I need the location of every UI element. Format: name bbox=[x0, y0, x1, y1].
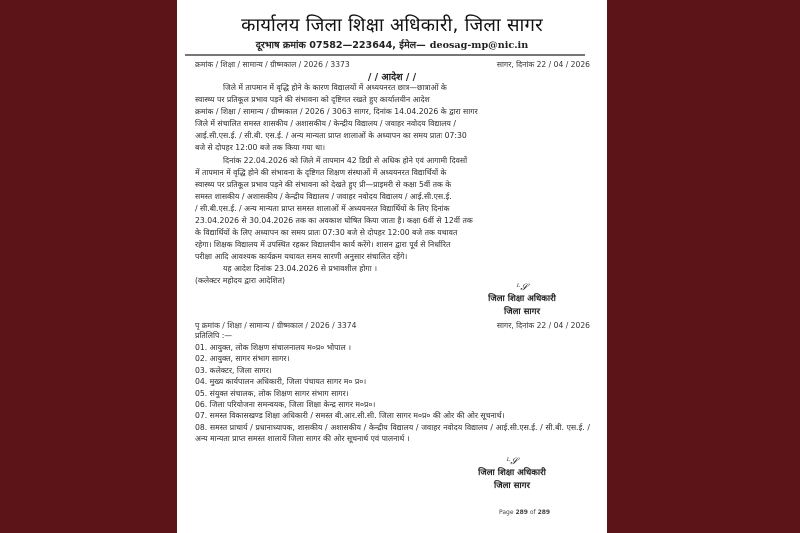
reference-line bbox=[195, 60, 590, 70]
paragraph-line: बजे से दोपहर 12:00 बजे तक किया गया था। bbox=[195, 143, 325, 152]
paragraph-line: रहेगा। शिक्षक विद्यालय में उपस्थित रहकर विद्यालयीन कार्य करेंगे। शासन द्वारा पूर्व से निर्धारित bbox=[195, 240, 451, 249]
page-current: 289 bbox=[515, 509, 528, 516]
signature-mark: ᴸ𝓢 bbox=[516, 283, 528, 293]
paragraph-line: आई.सी.एस.ई. / सी.बी. एस.ई. / अन्य मान्यता प्राप्त शालाओं के अध्यापन का समय प्रातः 07:30 bbox=[195, 131, 467, 140]
email-address: deosag-mp@nic.in bbox=[429, 40, 529, 51]
paragraph-line: जिले में तापमान में वृद्धि होने के कारण विद्यालयों में अध्ययनरत छात्र—छात्राओं के bbox=[223, 83, 447, 92]
authority-line: (कलेक्टर महोदय द्वारा आदेशित) bbox=[195, 276, 285, 285]
list-item: 05. संयुक्त संचालक, लोक शिक्षण सागर संभाग सागर। bbox=[195, 388, 349, 398]
office-contact bbox=[177, 38, 607, 51]
reference-number: क्रमांक / शिक्षा / सामान्य / ग्रीष्मकाल / 2026 / 3373 bbox=[195, 60, 350, 69]
signatory-designation: जिला शिक्षा अधिकारी bbox=[488, 294, 556, 304]
order-title: / / आदेश / / bbox=[367, 72, 417, 83]
page-total: 289 bbox=[537, 509, 551, 516]
page-number bbox=[499, 509, 550, 516]
paragraph-line: समस्त शासकीय / अशासकीय / केन्द्रीय विद्यालय / जवाहर नवोदय विद्यालय / आई.सी.एस.ई. bbox=[195, 192, 452, 201]
paragraph-line: स्वास्थ्य पर प्रतिकूल प्रभाव पड़ने की संभावना को देखते हुए प्री—प्राइमरी से कक्षा 5वीं तक के bbox=[195, 180, 452, 189]
copy-reference-date: सागर, दिनांक 22 / 04 / 2026 bbox=[496, 321, 590, 330]
list-item: 07. समस्त विकासखण्ड शिक्षा अधिकारी / समस्त बी.आर.सी.सी. जिला सागर म०प्र० की ओर की ओर सूचनार्थ। bbox=[195, 411, 505, 421]
copy-heading: प्रतिलिपि :— bbox=[195, 331, 233, 340]
paragraph-line: परीक्षा आदि आवश्यक कार्यक्रम यथावत समय सारणी अनुसार संचालित रहेंगे। bbox=[195, 252, 408, 261]
reference-date: सागर, दिनांक 22 / 04 / 2026 bbox=[496, 60, 590, 69]
effective-date-line: यह आदेश दिनांक 23.04.2026 से प्रभावशील होगा । bbox=[223, 264, 378, 273]
page-of: of bbox=[527, 509, 538, 516]
document-page bbox=[177, 0, 607, 533]
header-divider bbox=[185, 54, 585, 56]
signature-block-2 bbox=[452, 458, 572, 492]
page-prefix: Page bbox=[499, 509, 516, 516]
signature-block-1 bbox=[462, 284, 582, 318]
paragraph-line: 23.04.2026 से 30.04.2026 तक का अवकाश घोषित किया जाता है। कक्षा 6वीं से 12वीं तक bbox=[195, 216, 473, 225]
list-item: 02. आयुक्त, सागर संभाग सागर। bbox=[195, 354, 290, 364]
paragraph-line: में तापमान में वृद्धि होने की संभावना के दृष्टिगत शिक्षण संस्थाओं में अध्ययनरत विद्यार्थियों के bbox=[195, 168, 447, 177]
copy-reference-number: पृ क्रमांक / शिक्षा / सामान्य / ग्रीष्मकाल / 2026 / 3374 bbox=[195, 321, 357, 330]
paragraph-line: / सी.बी.एस.ई. / अन्य मान्यता प्राप्त समस्त शालाओं में अध्ययनरत विद्यार्थियों के लिए दिनांक bbox=[195, 204, 450, 213]
list-item: 01. आयुक्त, लोक शिक्षण संचालनालय म०प्र० भोपाल । bbox=[195, 343, 352, 352]
list-item: 03. कलेक्टर, जिला सागर। bbox=[195, 365, 272, 375]
list-item: 04. मुख्य कार्यपालन अधिकारी, जिला पंचायत सागर म० प्र०। bbox=[195, 377, 367, 387]
copy-list bbox=[195, 342, 590, 445]
phone-label: दूरभाष क्रमांक 07582—223644, ईमेल— bbox=[255, 40, 426, 51]
list-item: 06. जिला परियोजना समन्वयक, जिला शिक्षा केन्द्र सागर म०प्र०। bbox=[195, 400, 376, 410]
paragraph-line: जिले में संचालित समस्त शासकीय / अशासकीय / केन्द्रीय विद्यालय / जवाहर नवोदय विद्यालय / bbox=[195, 119, 456, 128]
paragraph-line: के विद्यार्थियों के लिए अध्यापन का समय प्रातः 07:30 बजे से दोपहर 12:00 बजे तक यथावत bbox=[195, 228, 458, 237]
paragraph-line: क्रमांक / शिक्षा / सामान्य / ग्रीष्मकाल / 2026 / 3063 सागर, दिनांक 14.04.2026 के द्वारा सागर bbox=[195, 107, 478, 116]
signatory-district: जिला सागर bbox=[493, 480, 531, 491]
paragraph-line: दिनांक 22.04.2026 को जिले में तापमान 42 डिग्री से अधिक होने एवं आगामी दिवसों bbox=[223, 156, 468, 165]
office-title: कार्यालय जिला शिक्षा अधिकारी, जिला सागर bbox=[241, 15, 543, 36]
list-item: 08. समस्त प्राचार्य / प्रधानाध्यापक, शासकीय / अशासकीय / केन्द्रीय विद्यालय / जवाहर नवोदय विद्यालय / आई.सी.एस.ई. / सी.बी. एस.ई. / अन्य मान्यता प्राप्त समस्त शालायें जिला सागर की ओर सूचनार्थ एवं पालनार्थ । bbox=[195, 422, 590, 444]
signature-mark: ᴸ𝓢 bbox=[506, 457, 518, 467]
paragraph-line: स्वास्थ्य पर प्रतिकूल प्रभाव पड़ने की संभावना को दृष्टिगत रखते हुए कार्यालयीन आदेश bbox=[195, 95, 430, 104]
signatory-designation: जिला शिक्षा अधिकारी bbox=[478, 468, 546, 478]
signatory-district: जिला सागर bbox=[503, 306, 541, 317]
